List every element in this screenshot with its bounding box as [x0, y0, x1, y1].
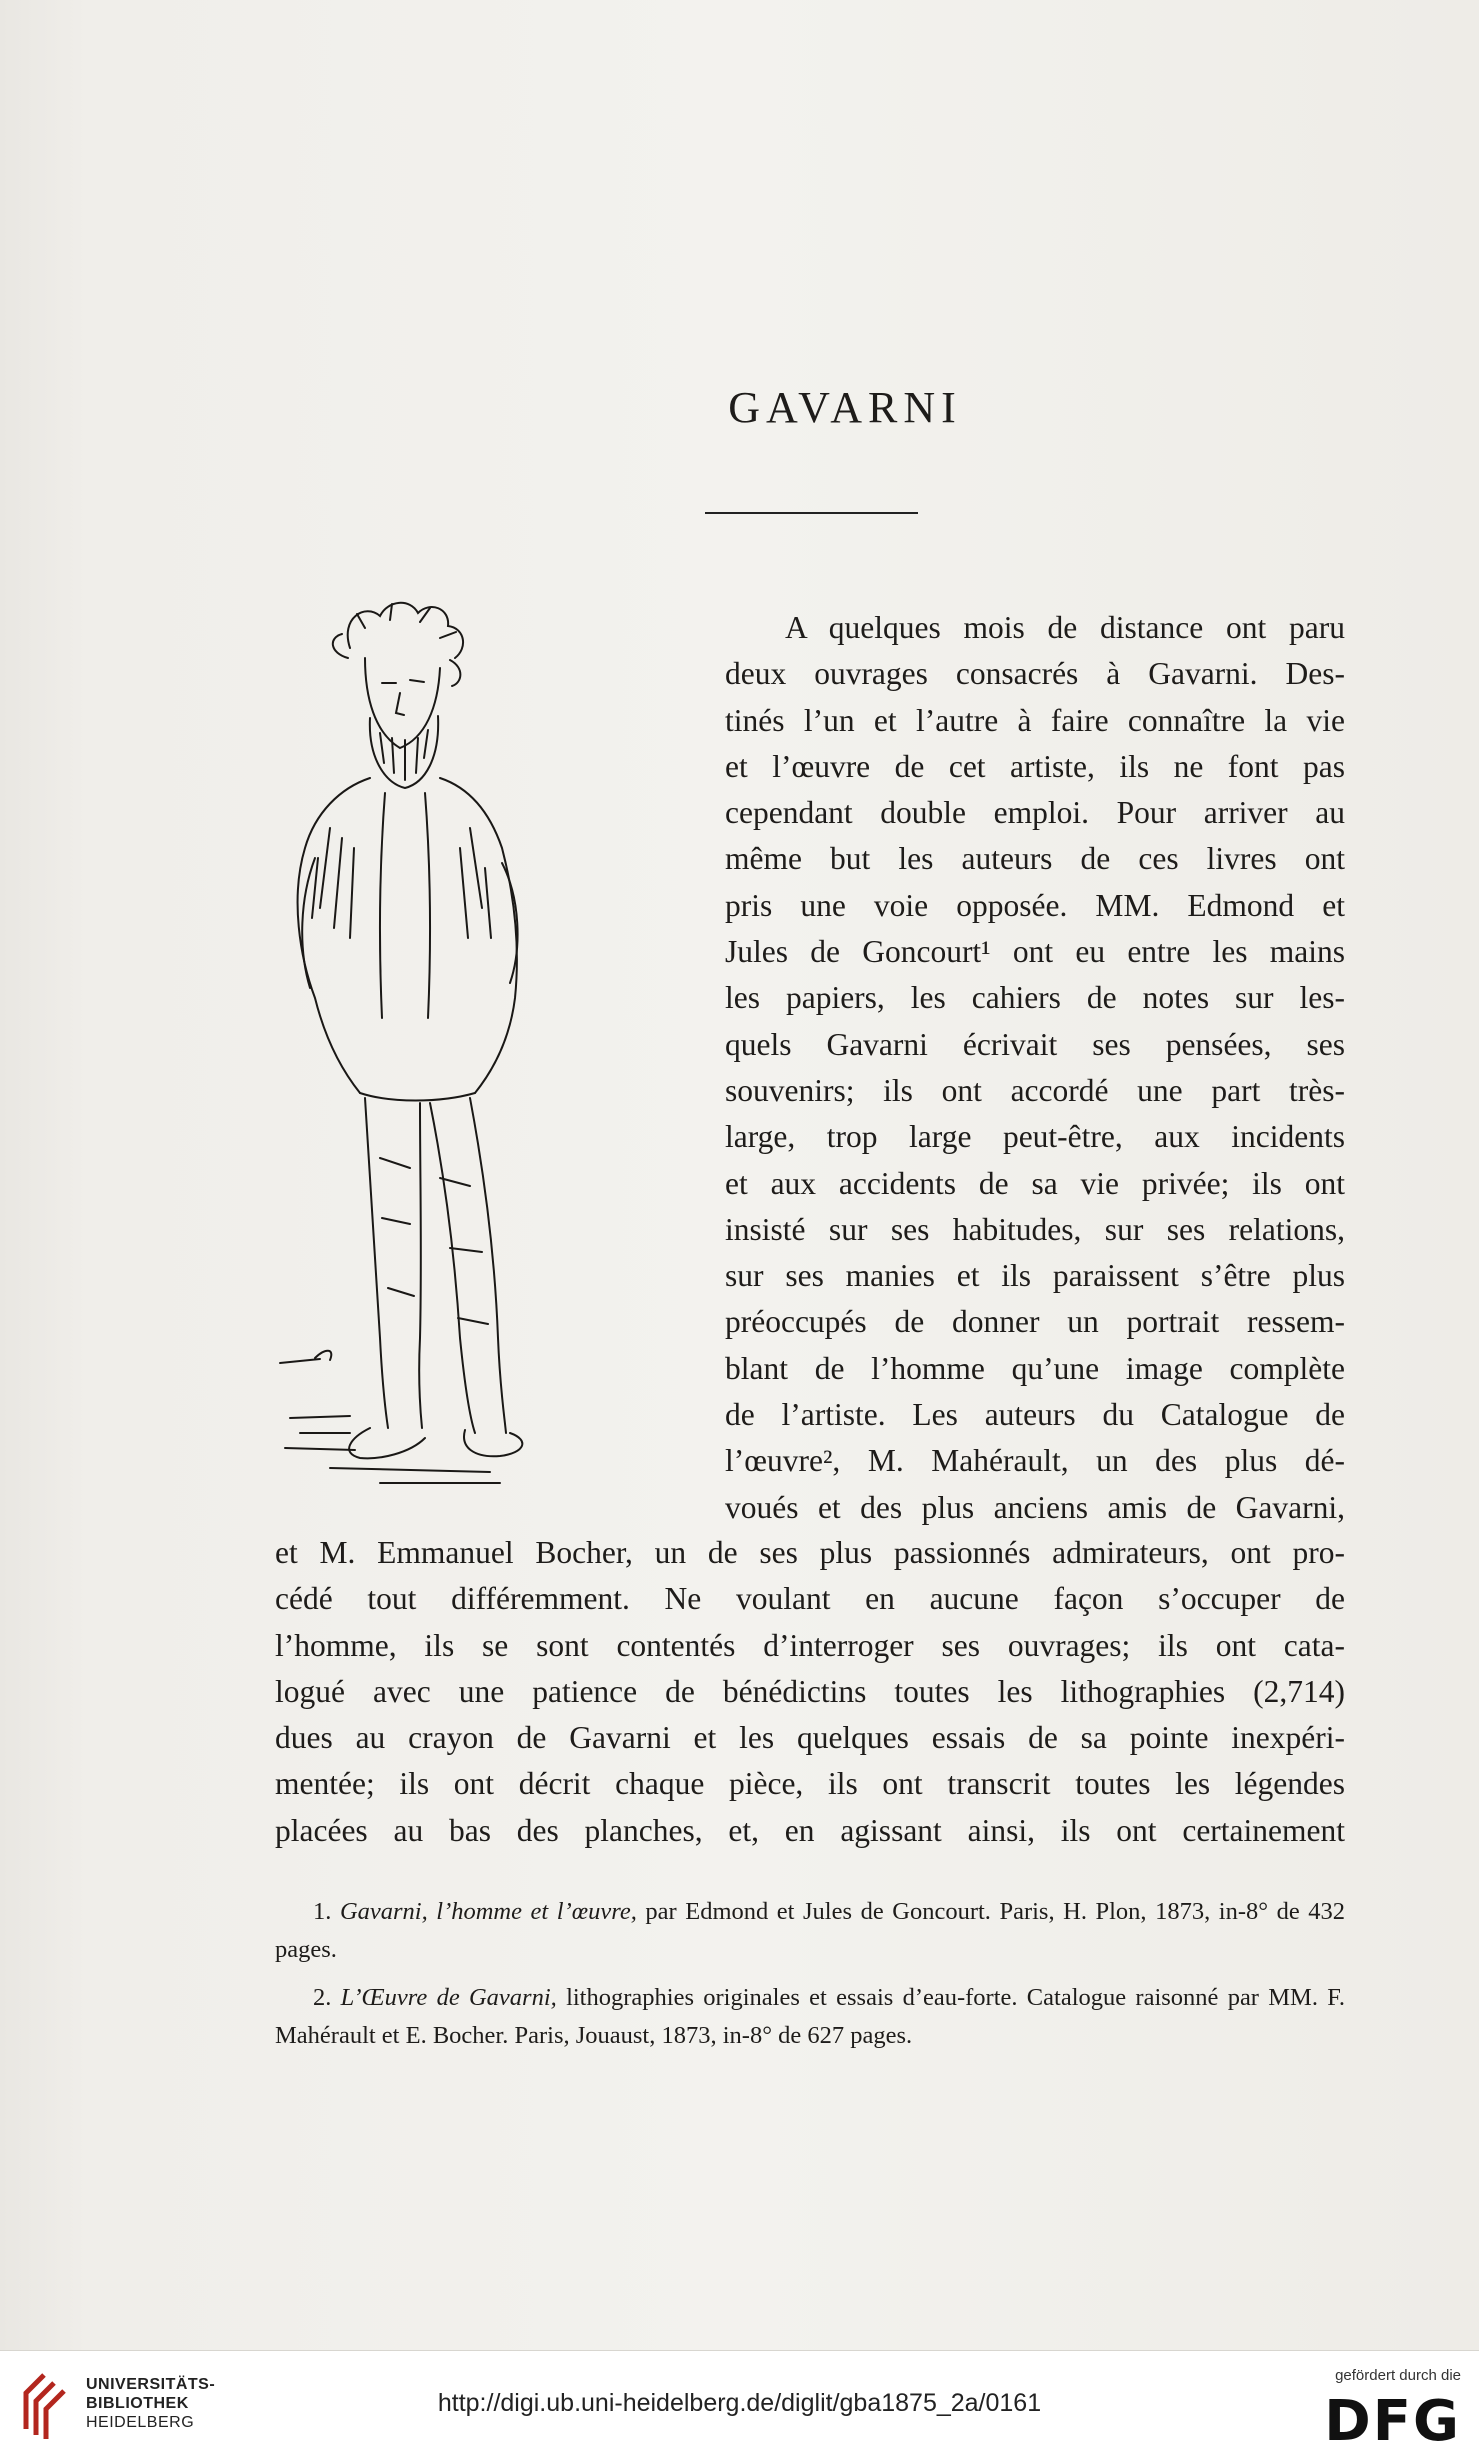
text-line: large, trop large peut-être, aux incidents: [725, 1119, 1345, 1155]
text-line: quels Gavarni écrivait ses pensées, ses: [725, 1026, 1345, 1062]
text-line: placées au bas des planches, et, en agissant ainsi, ils ont certainement: [275, 1812, 1345, 1848]
text-line: cependant double emploi. Pour arriver au: [725, 795, 1345, 831]
text-line: Jules de Goncourt¹ ont eu entre les mains: [725, 934, 1345, 970]
text-line: pris une voie opposée. MM. Edmond et: [725, 887, 1345, 923]
title-rule: [705, 512, 918, 514]
wrapped-paragraph: [725, 605, 1345, 1531]
full-width-paragraph: [275, 1530, 1345, 1854]
funder-caption: gefördert durch die: [1335, 2367, 1461, 2384]
text-line: l’œuvre², M. Mahérault, un des plus dé-: [725, 1443, 1345, 1479]
text-line: mentée; ils ont décrit chaque pièce, ils ont transcrit toutes les légendes: [275, 1766, 1345, 1802]
text-line: blant de l’homme qu’une image complète: [725, 1350, 1345, 1386]
library-name-line: UNIVERSITÄTS-: [86, 2376, 216, 2393]
text-line: deux ouvrages consacrés à Gavarni. Des-: [725, 656, 1345, 692]
text-line: et l’œuvre de cet artiste, ils ne font pas: [725, 748, 1345, 784]
footnote-title: L’Œuvre de Gavarni,: [340, 1984, 557, 2011]
text-line: même but les auteurs de ces livres ont: [725, 841, 1345, 877]
text-line: souvenirs; ils ont accordé une part très-: [725, 1072, 1345, 1108]
text-line: l’homme, ils se sont contentés d’interroger ses ouvrages; ils ont cata-: [275, 1627, 1345, 1663]
footnotes: [275, 1893, 1345, 2065]
text-line: sur ses manies et ils paraissent s’être plus: [725, 1258, 1345, 1294]
footnote-text: par Edmond et Jules de Goncourt. Paris, H. Plon, 1873, in-8° de 432 pages.: [275, 1898, 1346, 1963]
library-name-line: HEIDELBERG: [86, 2414, 195, 2431]
permalink-url[interactable]: http://digi.ub.uni-heidelberg.de/diglit/gba1875_2a/0161: [437, 2389, 1042, 2417]
footnote-1: [275, 1893, 1345, 1969]
text-line: tinés l’un et l’autre à faire connaître la vie: [725, 702, 1345, 738]
dfg-logo: DFG: [1324, 2389, 1461, 2454]
viewer-footer: [0, 2350, 1479, 2458]
text-line: de l’artiste. Les auteurs du Catalogue de: [725, 1397, 1345, 1433]
footnote-number: 1.: [313, 1898, 332, 1925]
text-line: les papiers, les cahiers de notes sur les-: [725, 980, 1345, 1016]
text-line: et aux accidents de sa vie privée; ils ont: [725, 1165, 1345, 1201]
text-line: A quelques mois de distance ont paru: [785, 610, 1345, 645]
text-line: insisté sur ses habitudes, sur ses relations,: [725, 1211, 1345, 1247]
footnote-text: lithographies originales et essais d’eau-forte. Catalogue raisonné par MM. F. Mahérault et E. Bocher. Paris, Jouaust, 1873, in-8° de 627 pages.: [275, 1984, 1346, 2049]
article-title: GAVARNI: [728, 383, 962, 432]
text-line: et M. Emmanuel Bocher, un de ses plus passionnés admirateurs, ont pro-: [275, 1535, 1345, 1570]
text-line: dues au crayon de Gavarni et les quelques essais de sa pointe inexpéri-: [275, 1720, 1345, 1756]
text-line: voués et des plus anciens amis de Gavarni,: [725, 1489, 1345, 1525]
text-line: cédé tout différemment. Ne voulant en aucune façon s’occuper de: [275, 1581, 1345, 1617]
footnote-2: [275, 1979, 1345, 2055]
text-line: préoccupés de donner un portrait ressem-: [725, 1304, 1345, 1340]
footnote-title: Gavarni, l’homme et l’œuvre,: [339, 1898, 637, 1925]
text-line: logué avec une patience de bénédictins toutes les lithographies (2,714): [275, 1673, 1345, 1709]
library-name-line: BIBLIOTHEK: [86, 2395, 189, 2412]
gavarni-portrait-illustration: [270, 598, 690, 1523]
footnote-number: 2.: [313, 1984, 332, 2011]
